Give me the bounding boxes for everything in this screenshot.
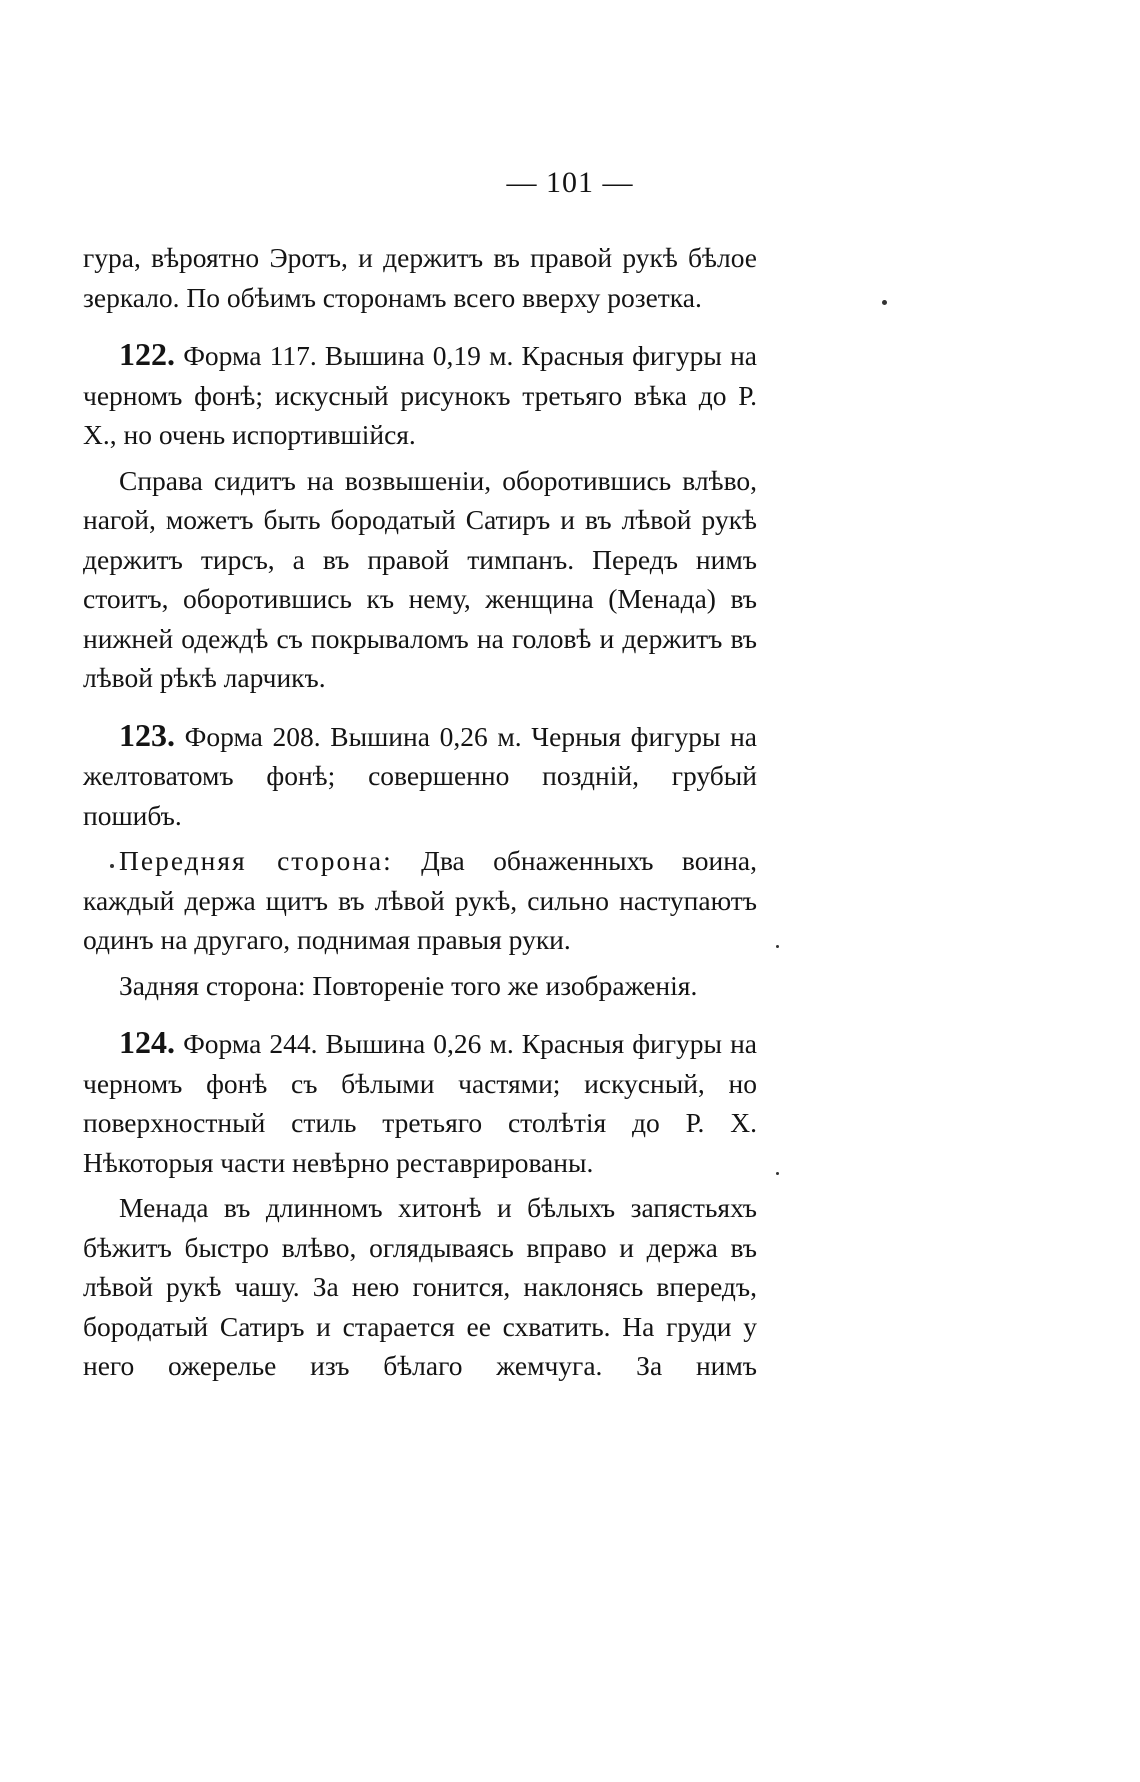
entry-124-body: [83, 1188, 757, 1386]
paragraph-text: Менада въ длинномъ хитонѣ и бѣлыхъ запястьяхъ бѣжитъ быстро влѣво, оглядываясь вправо и держа въ лѣвой рукѣ чашу. За нею гонится, наклонясь впередъ, бородатый Сатиръ и старается ее схватить. На груди у него ожерелье изъ бѣлаго жемчуга. За нимъ: [83, 1192, 757, 1381]
paragraph-text: Два обнаженныхъ воина, каждый держа щитъ въ лѣвой рукѣ, сильно наступаютъ одинъ на другаго, поднимая правыя руки.: [83, 845, 757, 955]
entry-122-header: [83, 335, 757, 455]
entry-122-body: [83, 461, 757, 698]
entry-123-front-side: [83, 841, 757, 960]
body-text: [83, 238, 757, 1386]
entry-description: Форма 208. Вышина 0,26 м. Черныя фигуры на желтоватомъ фонѣ; совершенно поздній, грубый пошибъ.: [83, 720, 757, 831]
page-number: — 101 —: [506, 166, 634, 199]
ink-speck: [110, 864, 114, 868]
paragraph-continuation: [83, 238, 757, 317]
ink-speck: [882, 300, 887, 305]
entry-number: 123.: [119, 716, 175, 753]
ink-speck: [776, 1172, 779, 1175]
ink-speck: [776, 945, 779, 948]
entry-124-header: [83, 1023, 757, 1182]
entry-123-back-side: [83, 966, 757, 1006]
paragraph-text: Справа сидитъ на возвышеніи, оборотившись влѣво, нагой, можетъ быть бородатый Сатиръ и въ лѣвой рукѣ держитъ тирсъ, а въ правой тимпанъ. Передъ нимъ стоитъ, оборотившись къ нему, женщина (Менада) въ нижней одеждѣ съ покрываломъ на головѣ и держитъ въ лѣвой рѣкѣ ларчикъ.: [83, 464, 757, 693]
section-gap: [83, 317, 757, 335]
paragraph-text: гура, вѣроятно Эротъ, и держитъ въ правой рукѣ бѣлое зеркало. По обѣимъ сторонамъ всего вверху розетка.: [83, 242, 757, 313]
entry-description: Форма 117. Вышина 0,19 м. Красныя фигуры на черномъ фонѣ; искусный рисунокъ третьяго вѣка до Р. Х., но очень испортившійся.: [83, 340, 757, 450]
side-label: Задняя сторона:: [119, 969, 306, 1001]
paragraph-text: Повтореніе того же изображенія.: [305, 969, 698, 1001]
entry-123-header: [83, 716, 757, 836]
section-gap: [83, 698, 757, 716]
entry-number: 122.: [119, 336, 175, 372]
entry-description: Форма 244. Вышина 0,26 м. Красныя фигуры на черномъ фонѣ съ бѣлыми частями; искусный, но поверхностный стиль третьяго столѣтія до Р. Х. Нѣкоторыя части невѣрно реставрированы.: [83, 1028, 757, 1178]
section-gap: [83, 1005, 757, 1023]
side-label: Передняя сторона:: [119, 845, 393, 876]
entry-number: 124.: [119, 1024, 175, 1060]
